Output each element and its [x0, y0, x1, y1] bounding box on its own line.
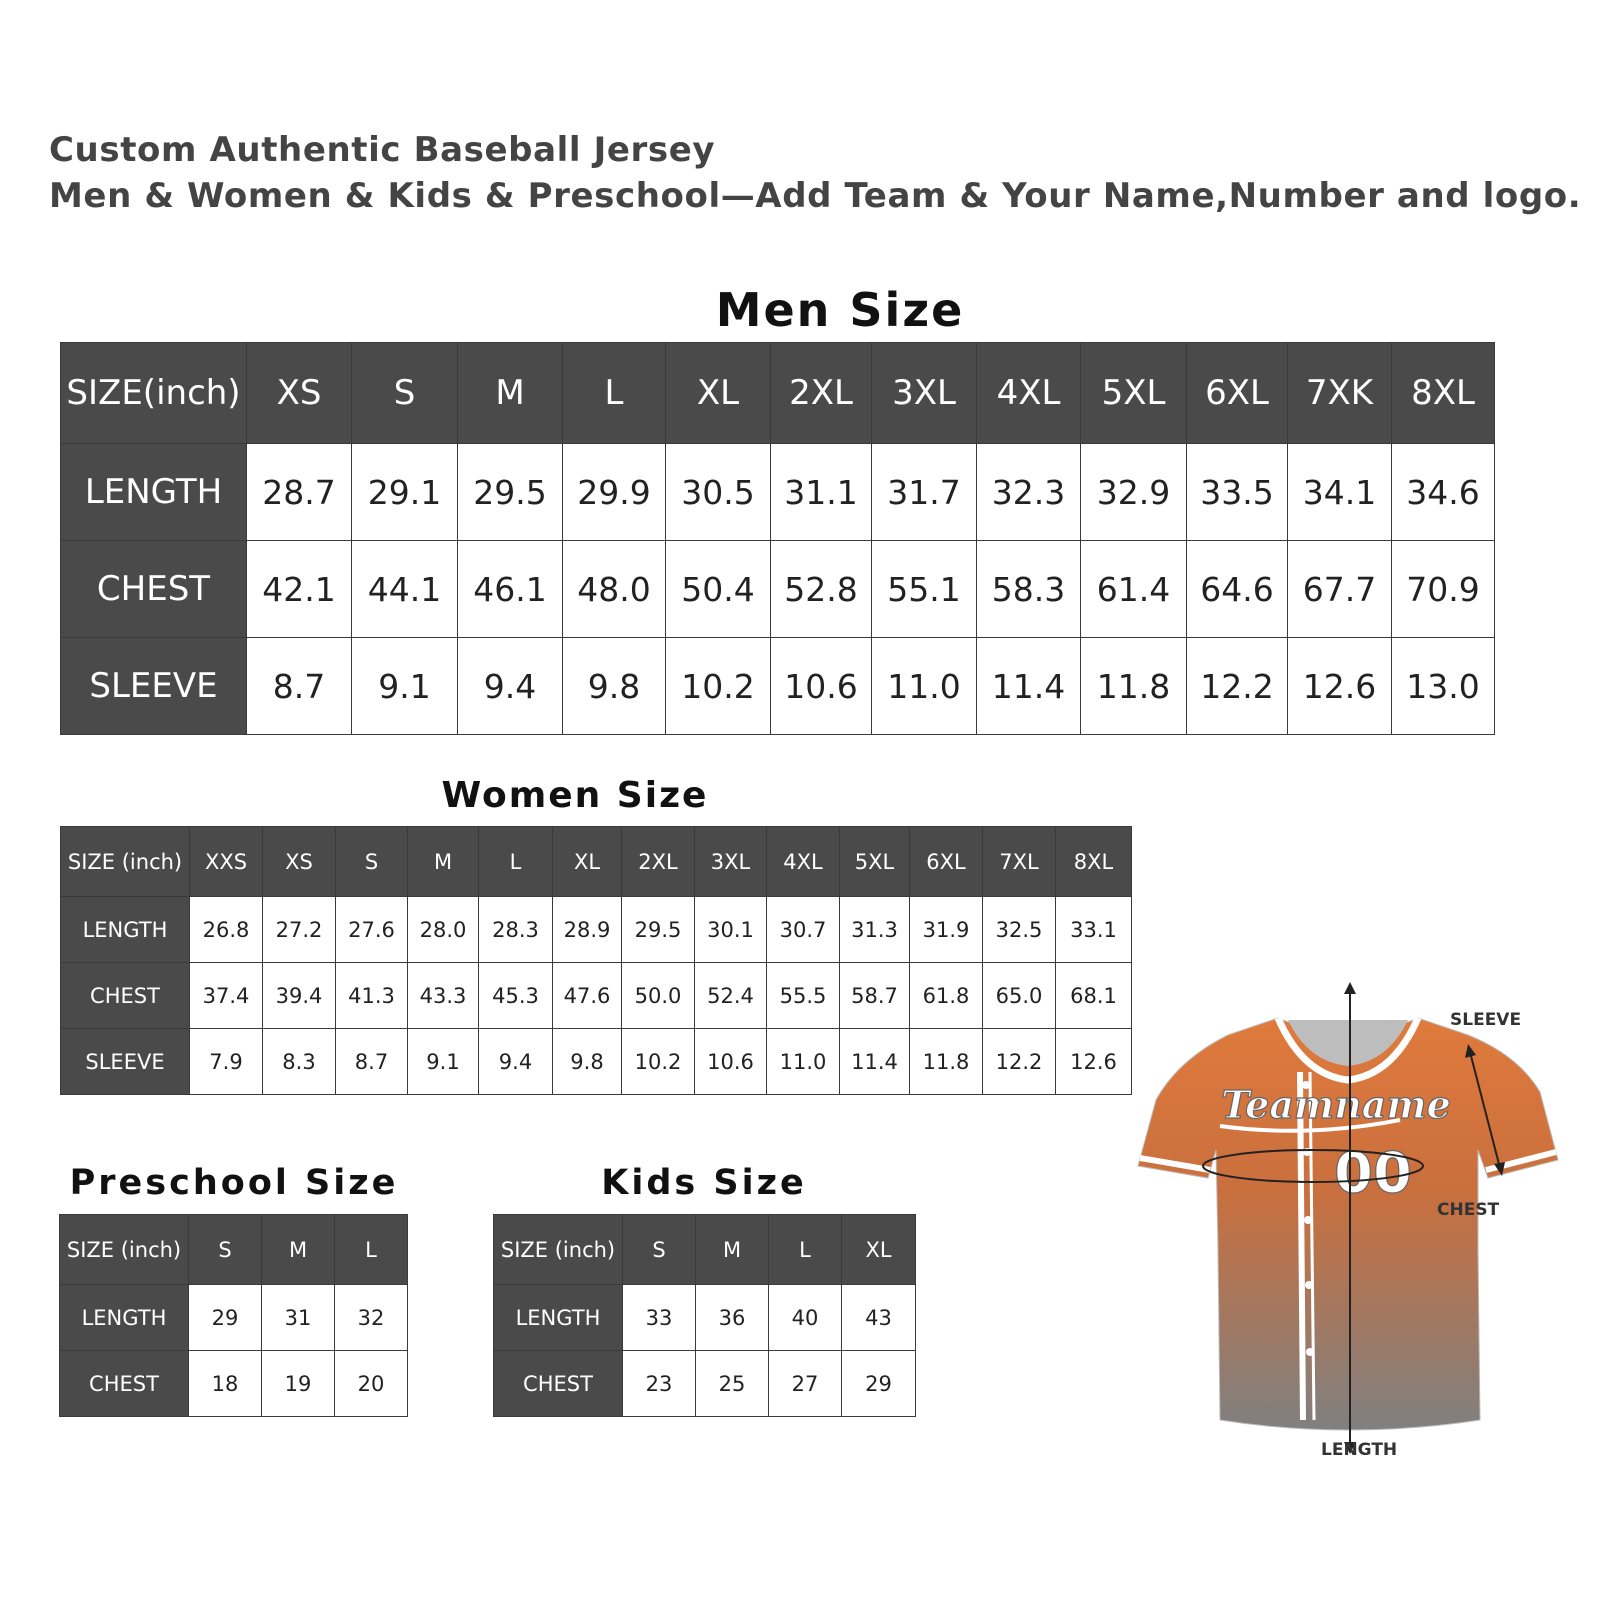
men-measure-cell: 9.1: [352, 638, 458, 735]
men-size-header: S: [352, 343, 458, 444]
men-measure-cell: 28.7: [247, 444, 352, 541]
men-size-table: [60, 342, 1495, 735]
women-size-header: XL: [553, 827, 622, 897]
kids-size-header: XL: [842, 1215, 916, 1285]
women-measure-cell: 47.6: [553, 963, 622, 1029]
preschool-measure-cell: 19: [262, 1351, 335, 1417]
women-measure-cell: 27.6: [336, 897, 408, 963]
page-header: [49, 127, 1581, 219]
preschool-size-header: S: [189, 1215, 262, 1285]
men-measure-cell: 9.4: [458, 638, 563, 735]
women-measure-cell: 11.8: [910, 1029, 983, 1095]
women-measure-cell: 39.4: [263, 963, 336, 1029]
men-measure-cell: 32.3: [977, 444, 1081, 541]
men-measure-cell: 32.9: [1081, 444, 1187, 541]
women-size-header: 3XL: [695, 827, 767, 897]
women-row-label: CHEST: [61, 963, 190, 1029]
men-measure-cell: 31.1: [771, 444, 872, 541]
women-size-header: 7XL: [983, 827, 1056, 897]
women-measure-cell: 9.4: [479, 1029, 553, 1095]
preschool-measure-cell: 20: [335, 1351, 408, 1417]
women-measure-cell: 43.3: [408, 963, 479, 1029]
men-size-header: L: [563, 343, 666, 444]
men-size-unit-header: SIZE(inch): [61, 343, 247, 444]
preschool-measure-cell: 18: [189, 1351, 262, 1417]
women-header-row: [61, 827, 1132, 897]
men-measure-cell: 11.8: [1081, 638, 1187, 735]
women-measure-cell: 26.8: [190, 897, 263, 963]
women-measure-cell: 58.7: [840, 963, 910, 1029]
men-measure-cell: 46.1: [458, 541, 563, 638]
women-measure-cell: 31.9: [910, 897, 983, 963]
men-measure-cell: 11.4: [977, 638, 1081, 735]
women-measure-cell: 12.6: [1056, 1029, 1132, 1095]
men-measure-cell: 58.3: [977, 541, 1081, 638]
women-size-title: Women Size: [441, 775, 709, 816]
men-table-row: [61, 444, 1495, 541]
women-measure-cell: 32.5: [983, 897, 1056, 963]
women-measure-cell: 29.5: [622, 897, 695, 963]
women-size-header: 5XL: [840, 827, 910, 897]
kids-size-title: Kids Size: [601, 1163, 807, 1203]
men-measure-cell: 30.5: [666, 444, 771, 541]
women-measure-cell: 10.2: [622, 1029, 695, 1095]
preschool-size-table: [59, 1214, 408, 1417]
women-size-header: XS: [263, 827, 336, 897]
men-measure-cell: 50.4: [666, 541, 771, 638]
women-measure-cell: 33.1: [1056, 897, 1132, 963]
women-measure-cell: 28.0: [408, 897, 479, 963]
men-measure-cell: 10.6: [771, 638, 872, 735]
women-measure-cell: 31.3: [840, 897, 910, 963]
men-row-label: CHEST: [61, 541, 247, 638]
kids-table-row: [494, 1351, 916, 1417]
preschool-table-row: [60, 1351, 408, 1417]
women-size-header: 6XL: [910, 827, 983, 897]
men-measure-cell: 44.1: [352, 541, 458, 638]
men-measure-cell: 34.1: [1288, 444, 1392, 541]
women-table-row: [61, 897, 1132, 963]
women-measure-cell: 41.3: [336, 963, 408, 1029]
men-table-row: [61, 638, 1495, 735]
preschool-size-title: Preschool Size: [69, 1163, 399, 1203]
men-size-title: Men Size: [715, 283, 965, 337]
kids-size-header: S: [623, 1215, 696, 1285]
men-table-row: [61, 541, 1495, 638]
kids-size-table: [493, 1214, 916, 1417]
women-measure-cell: 12.2: [983, 1029, 1056, 1095]
preschool-table-row: [60, 1285, 408, 1351]
women-measure-cell: 45.3: [479, 963, 553, 1029]
preschool-size-unit-header: SIZE (inch): [60, 1215, 189, 1285]
men-measure-cell: 29.1: [352, 444, 458, 541]
men-size-header: 2XL: [771, 343, 872, 444]
men-measure-cell: 67.7: [1288, 541, 1392, 638]
jersey-illustration: [1128, 980, 1568, 1470]
women-measure-cell: 11.4: [840, 1029, 910, 1095]
women-measure-cell: 30.7: [767, 897, 840, 963]
kids-row-label: LENGTH: [494, 1285, 623, 1351]
women-measure-cell: 68.1: [1056, 963, 1132, 1029]
men-measure-cell: 11.0: [872, 638, 977, 735]
women-measure-cell: 37.4: [190, 963, 263, 1029]
men-size-header: 6XL: [1187, 343, 1288, 444]
chest-label: CHEST: [1437, 1200, 1500, 1220]
men-measure-cell: 8.7: [247, 638, 352, 735]
women-measure-cell: 27.2: [263, 897, 336, 963]
women-measure-cell: 50.0: [622, 963, 695, 1029]
preschool-size-header: M: [262, 1215, 335, 1285]
women-measure-cell: 28.3: [479, 897, 553, 963]
women-size-table: [60, 826, 1132, 1095]
women-measure-cell: 30.1: [695, 897, 767, 963]
men-measure-cell: 29.5: [458, 444, 563, 541]
men-measure-cell: 9.8: [563, 638, 666, 735]
women-row-label: LENGTH: [61, 897, 190, 963]
women-measure-cell: 28.9: [553, 897, 622, 963]
women-size-header: 4XL: [767, 827, 840, 897]
sleeve-label: SLEEVE: [1450, 1010, 1522, 1030]
women-measure-cell: 65.0: [983, 963, 1056, 1029]
kids-measure-cell: 40: [769, 1285, 842, 1351]
men-measure-cell: 42.1: [247, 541, 352, 638]
men-size-header: 7XK: [1288, 343, 1392, 444]
women-measure-cell: 52.4: [695, 963, 767, 1029]
women-measure-cell: 11.0: [767, 1029, 840, 1095]
team-name-text: Teamname: [1221, 1082, 1451, 1127]
preschool-size-header: L: [335, 1215, 408, 1285]
men-size-header: 8XL: [1392, 343, 1495, 444]
men-measure-cell: 29.9: [563, 444, 666, 541]
men-measure-cell: 70.9: [1392, 541, 1495, 638]
women-size-header: M: [408, 827, 479, 897]
kids-header-row: [494, 1215, 916, 1285]
men-size-header: 4XL: [977, 343, 1081, 444]
men-measure-cell: 10.2: [666, 638, 771, 735]
men-measure-cell: 64.6: [1187, 541, 1288, 638]
women-measure-cell: 8.3: [263, 1029, 336, 1095]
women-size-header: S: [336, 827, 408, 897]
kids-size-header: M: [696, 1215, 769, 1285]
women-measure-cell: 9.8: [553, 1029, 622, 1095]
men-measure-cell: 12.6: [1288, 638, 1392, 735]
men-size-header: M: [458, 343, 563, 444]
header-line-2: Men & Women & Kids & Preschool—Add Team & Your Name,Number and logo.: [49, 176, 1582, 216]
kids-size-header: L: [769, 1215, 842, 1285]
length-arrow-top: [1344, 982, 1356, 994]
kids-measure-cell: 33: [623, 1285, 696, 1351]
men-header-row: [61, 343, 1495, 444]
preschool-measure-cell: 29: [189, 1285, 262, 1351]
women-size-header: XXS: [190, 827, 263, 897]
women-measure-cell: 10.6: [695, 1029, 767, 1095]
kids-size-unit-header: SIZE (inch): [494, 1215, 623, 1285]
men-measure-cell: 48.0: [563, 541, 666, 638]
men-measure-cell: 12.2: [1187, 638, 1288, 735]
women-measure-cell: 61.8: [910, 963, 983, 1029]
men-size-header: XS: [247, 343, 352, 444]
women-table-row: [61, 1029, 1132, 1095]
women-size-header: L: [479, 827, 553, 897]
men-measure-cell: 55.1: [872, 541, 977, 638]
women-size-header: 8XL: [1056, 827, 1132, 897]
kids-row-label: CHEST: [494, 1351, 623, 1417]
women-table-row: [61, 963, 1132, 1029]
men-row-label: SLEEVE: [61, 638, 247, 735]
header-line-1: Custom Authentic Baseball Jersey: [49, 130, 716, 170]
length-label: LENGTH: [1321, 1440, 1398, 1460]
women-measure-cell: 9.1: [408, 1029, 479, 1095]
kids-measure-cell: 27: [769, 1351, 842, 1417]
men-measure-cell: 34.6: [1392, 444, 1495, 541]
kids-measure-cell: 36: [696, 1285, 769, 1351]
kids-measure-cell: 43: [842, 1285, 916, 1351]
men-row-label: LENGTH: [61, 444, 247, 541]
women-row-label: SLEEVE: [61, 1029, 190, 1095]
preschool-row-label: LENGTH: [60, 1285, 189, 1351]
men-measure-cell: 33.5: [1187, 444, 1288, 541]
men-measure-cell: 13.0: [1392, 638, 1495, 735]
women-measure-cell: 8.7: [336, 1029, 408, 1095]
men-measure-cell: 52.8: [771, 541, 872, 638]
preschool-measure-cell: 31: [262, 1285, 335, 1351]
men-size-header: 5XL: [1081, 343, 1187, 444]
women-measure-cell: 55.5: [767, 963, 840, 1029]
men-size-header: 3XL: [872, 343, 977, 444]
kids-table-row: [494, 1285, 916, 1351]
preschool-measure-cell: 32: [335, 1285, 408, 1351]
kids-measure-cell: 29: [842, 1351, 916, 1417]
jersey-number-text: 00: [1334, 1141, 1412, 1206]
kids-measure-cell: 23: [623, 1351, 696, 1417]
men-measure-cell: 61.4: [1081, 541, 1187, 638]
kids-measure-cell: 25: [696, 1351, 769, 1417]
preschool-row-label: CHEST: [60, 1351, 189, 1417]
women-size-header: 2XL: [622, 827, 695, 897]
men-measure-cell: 31.7: [872, 444, 977, 541]
men-size-header: XL: [666, 343, 771, 444]
preschool-header-row: [60, 1215, 408, 1285]
women-measure-cell: 7.9: [190, 1029, 263, 1095]
women-size-unit-header: SIZE (inch): [61, 827, 190, 897]
